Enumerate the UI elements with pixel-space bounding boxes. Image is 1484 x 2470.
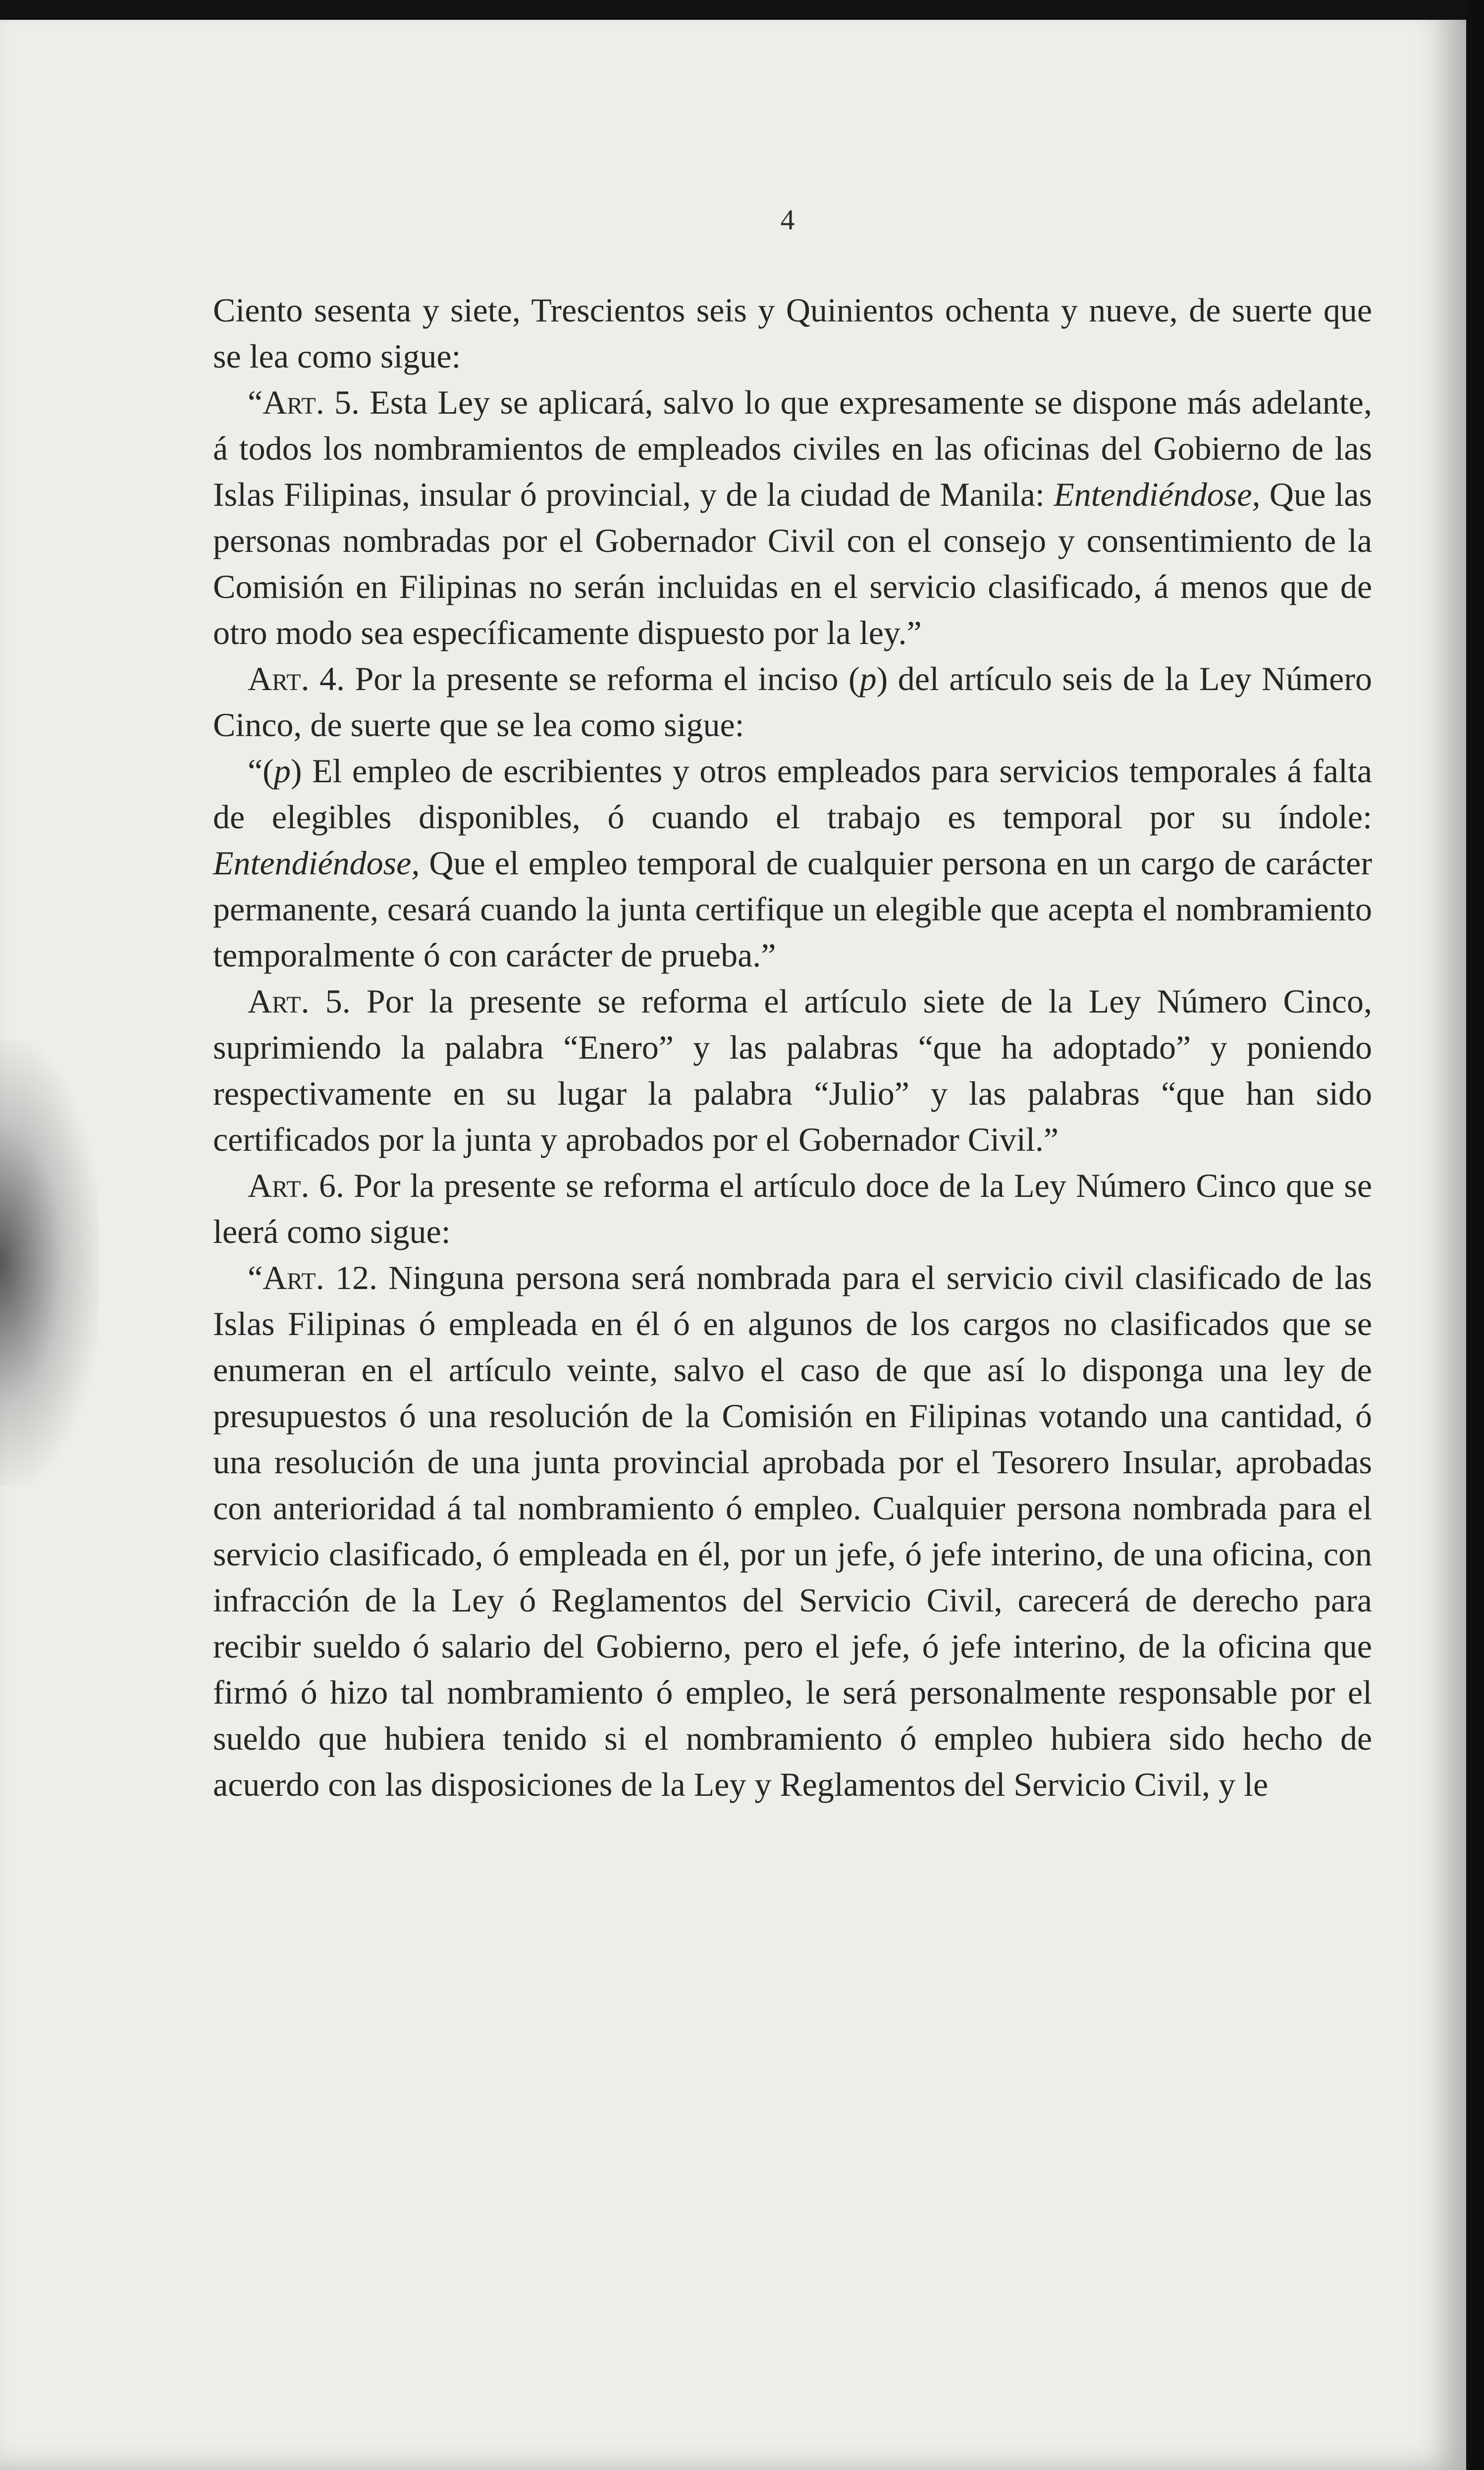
body-text <box>213 287 1372 1808</box>
article-label: Art. 5. <box>263 383 360 421</box>
paragraph-7-text: Ninguna persona será nombrada para el servicio civil clasificado de las Islas Filipinas ó empleada en él ó en algunos de los cargos no clasificados que se enumeran en el artículo veinte, salvo el caso de que así lo disponga una ley de presupuestos ó una resolución de la Comisión en Filipinas votando una cantidad, ó una resolución de una junta provincial aprobada por el Tesorero Insular, aprobadas con anterioridad á tal nombramiento ó empleo. Cualquier persona nombrada para el servicio clasificado, ó empleada en él, por un jefe, ó jefe interino, de una oficina, con infracción de la Ley ó Reglamentos del Servicio Civil, carecerá de derecho para recibir sueldo ó salario del Gobierno, pero el jefe, ó jefe interino, de la oficina que firmó ó hizo tal nombramiento ó empleo, le será personalmente responsable por el sueldo que hubiera tenido si el nombramiento ó empleo hubiera sido hecho de acuerdo con las disposiciones de la Ley y Reglamentos del Servicio Civil, y le <box>213 1259 1372 1803</box>
paragraph-6 <box>213 1163 1372 1255</box>
paragraph-2-text-a: Esta Ley se aplicará, salvo lo que expresamente se dispone más adelante, á todos los nombramientos de empleados civiles en las oficinas del Gobierno de las Islas Filipinas, insular ó provincial, y de la ciudad de Manila: <box>213 383 1372 513</box>
paragraph-3-emphasis: p <box>859 660 877 698</box>
paragraph-4 <box>213 748 1372 978</box>
page-number: 4 <box>780 204 795 236</box>
paragraph-3-text-b: ) del artículo seis de la Ley Número Cinco, de suerte que se lea como sigue: <box>213 660 1372 744</box>
paragraph-3 <box>213 656 1372 748</box>
paragraph-2-text-b: Que las personas nombradas por el Gobernador Civil con el consejo y consentimiento de la Comisión en Filipinas no serán incluidas en el servicio clasificado, á menos que de otro modo sea específicamente dispuesto por la ley.” <box>213 476 1373 651</box>
paragraph-6-text: Por la presente se reforma el artículo doce de la Ley Número Cinco que se leerá como sigue: <box>213 1167 1372 1250</box>
article-label: Art. 4. <box>248 660 345 698</box>
paragraph-4-emphasis-2: Entendiéndose, <box>213 844 420 882</box>
paragraph-7 <box>213 1255 1372 1808</box>
open-quote: “( <box>248 752 274 790</box>
open-quote: “ <box>248 1259 263 1296</box>
article-label: Art. 6. <box>248 1167 344 1204</box>
paragraph-3-text-a: Por la presente se reforma el inciso ( <box>345 660 860 698</box>
page-fold-shadow <box>0 1040 99 1486</box>
paragraph-1: Ciento sesenta y siete, Trescientos seis y Quinientos ochenta y nueve, de suerte que se lea como sigue: <box>213 291 1372 375</box>
paragraph-4-text-b: Que el empleo temporal de cualquier persona en un cargo de carácter permanente, cesará cuando la junta certifique un elegible que acepta el nombramiento temporalmente ó con carácter de prueba.” <box>213 844 1372 974</box>
paragraph-4-emphasis-1: p <box>273 752 291 790</box>
article-label: Art. 5. <box>248 982 351 1020</box>
paragraph-2-emphasis: Entendiéndose, <box>1054 476 1261 513</box>
article-label: Art. 12. <box>263 1259 377 1296</box>
paragraph-5-text: Por la presente se reforma el artículo siete de la Ley Número Cinco, suprimiendo la palabra “Enero” y las palabras “que ha adoptado” y poniendo respectivamente en su lugar la palabra “Julio” y las palabras “que han sido certificados por la junta y aprobados por el Gobernador Civil.” <box>213 982 1372 1158</box>
open-quote: “ <box>248 383 263 421</box>
paragraph-2 <box>213 379 1372 656</box>
scan-top-edge <box>0 0 1484 20</box>
paragraph-5 <box>213 978 1372 1163</box>
paragraph-4-text-a: ) El empleo de escribientes y otros empleados para servicios temporales á falta de elegibles disponibles, ó cuando el trabajo es temporal por su índole: <box>213 752 1372 836</box>
scan-right-edge <box>1466 0 1484 2470</box>
